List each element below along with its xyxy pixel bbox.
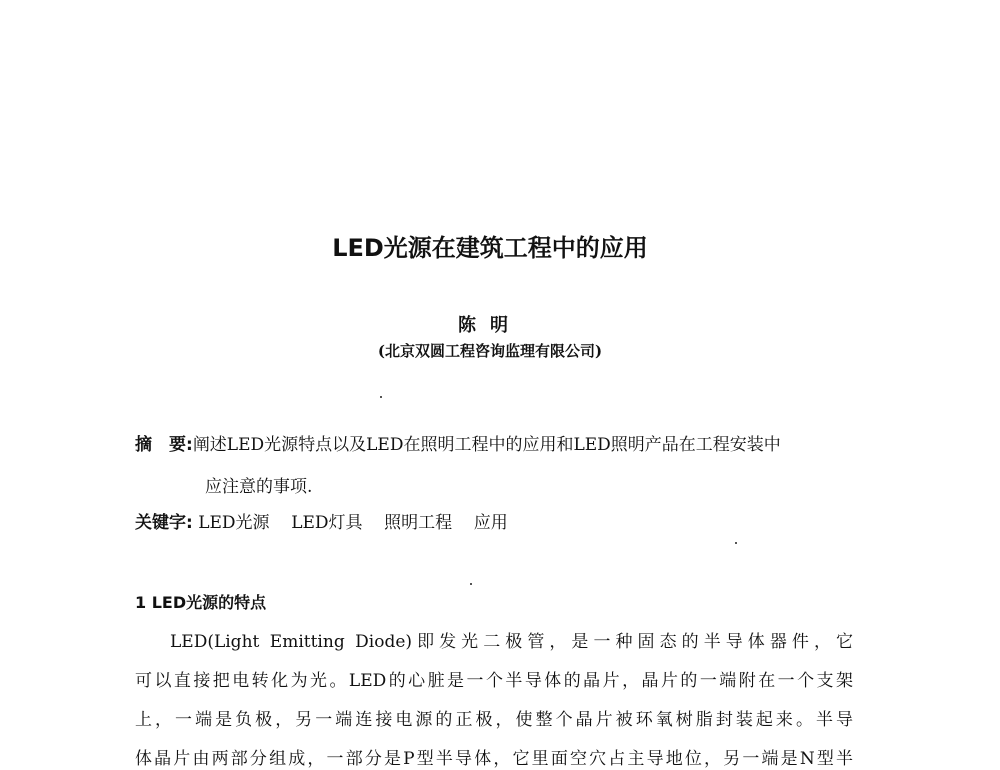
body-line: LED(Light Emitting Diode)即发光二极管，是一种固态的半导体器件，它 bbox=[170, 632, 853, 652]
body-line: 上，一端是负极，另一端连接电源的正极，使整个晶片被环氧树脂封装起来。半导 bbox=[135, 710, 853, 730]
abstract-line-1 bbox=[135, 434, 781, 456]
section-heading: 1 LED光源的特点 bbox=[135, 593, 267, 612]
keyword: LED光源 bbox=[198, 513, 270, 533]
paper-title: LED光源在建筑工程中的应用 bbox=[332, 234, 648, 262]
abstract-text-2: 应注意的事项. bbox=[205, 477, 313, 497]
scan-speck bbox=[470, 583, 472, 585]
body-line: 可以直接把电转化为光。LED的心脏是一个半导体的晶片，晶片的一端附在一个支架 bbox=[135, 671, 853, 691]
abstract-text-1: 阐述LED光源特点以及LED在照明工程中的应用和LED照明产品在工程安装中 bbox=[192, 435, 781, 455]
keyword: 照明工程 bbox=[384, 513, 453, 533]
keywords-line bbox=[135, 512, 508, 534]
keywords-label: 关键字: bbox=[135, 513, 193, 533]
scan-speck bbox=[380, 396, 382, 398]
author-affiliation: (北京双圆工程咨询监理有限公司) bbox=[377, 342, 603, 360]
keyword: 应用 bbox=[473, 513, 508, 533]
body-line: 体晶片由两部分组成，一部分是P型半导体，它里面空穴占主导地位，另一端是N型半 bbox=[135, 749, 853, 769]
keyword: LED灯具 bbox=[291, 513, 363, 533]
author-name: 陈明 bbox=[458, 315, 522, 336]
abstract-label: 摘 要: bbox=[135, 435, 193, 455]
scan-speck bbox=[735, 542, 737, 544]
